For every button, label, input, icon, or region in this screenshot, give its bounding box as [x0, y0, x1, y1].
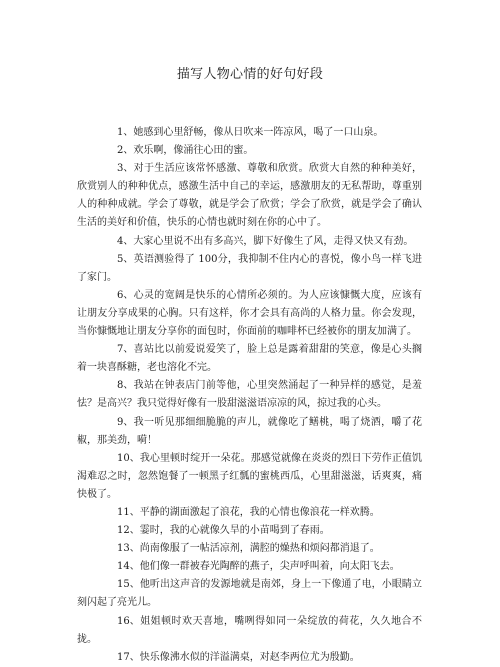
document-body	[77, 124, 422, 667]
paragraph-text: 他听出这声音的发源地就是南郊，身上一下像通了电，小眼睛立刻闪起了亮光儿。	[77, 579, 422, 609]
paragraph-number: 8、	[117, 380, 134, 392]
paragraph-16	[77, 613, 422, 649]
paragraph-9	[77, 414, 422, 450]
paragraph-number: 15、	[117, 579, 140, 591]
paragraph-number: 7、	[117, 344, 134, 356]
paragraph-text: 大家心里说不出有多高兴，脚下好像生了风，走得又快又有劲。	[133, 235, 414, 247]
paragraph-number: 1、	[117, 127, 134, 138]
paragraph-text: 霎时，我的心就像久旱的小苗喝到了春雨。	[139, 525, 330, 537]
paragraph-8	[77, 377, 422, 413]
paragraph-number: 2、	[117, 145, 134, 157]
paragraph-1	[77, 124, 422, 142]
paragraph-14	[77, 558, 422, 576]
paragraph-4	[77, 233, 422, 251]
paragraph-11	[77, 504, 422, 522]
paragraph-text: 平静的湖面激起了浪花，我的心情也像浪花一样欢腾。	[139, 506, 380, 518]
paragraph-5	[77, 251, 422, 287]
paragraph-text: 他们像一群被春光陶醉的燕子，尖声呼叫着，向太阳飞去。	[139, 561, 400, 573]
paragraph-number: 12、	[117, 525, 140, 537]
paragraph-text: 我一听见那细细脆脆的声儿，就像吃了鳝桃，喝了烧酒，嚼了花椒，那美劲，嗬！	[77, 416, 422, 446]
paragraph-number: 14、	[117, 561, 140, 573]
paragraph-number: 3、	[117, 163, 134, 175]
paragraph-text: 姐姐顿时欢天喜地，嘴咧得如同一朵绽放的荷花，久久地合不拢。	[77, 615, 422, 645]
paragraph-number: 9、	[117, 416, 134, 428]
paragraph-number: 17、	[117, 651, 140, 663]
paragraph-12	[77, 522, 422, 540]
paragraph-text: 我心里顿时绽开一朵花。那感觉就像在炎炎的烈日下劳作正值饥渴难忍之时，忽然饱餐了一顿黑子红瓢的蜜桃西瓜，心里甜滋滋，话爽爽，痛快极了。	[77, 452, 422, 500]
paragraph-number: 5、	[117, 253, 134, 265]
paragraph-7	[77, 341, 422, 377]
paragraph-number: 10、	[117, 452, 140, 464]
paragraph-number: 4、	[117, 235, 134, 247]
paragraph-text: 喜站比以前爱说爱笑了，脸上总是露着甜甜的笑意，像是心头搁着一块喜酥糖，老也溶化不完。	[77, 344, 422, 374]
paragraph-3	[77, 160, 422, 232]
paragraph-text: 英语测验得了 100分，我抑制不住内心的喜悦，像小鸟一样飞进了家门。	[77, 253, 422, 283]
paragraph-text: 快乐像沸水似的洋溢满桌，对赵李两位尤为殷勤。	[139, 651, 360, 663]
paragraph-text: 我站在钟表店门前等他，心里突然涌起了一种异样的感觉，是羞怯？是高兴？我只觉得好像有一股甜滋滋语凉凉的风，掠过我的心头。	[77, 380, 422, 410]
paragraph-6	[77, 287, 422, 341]
document-title: 描写人物心情的好句好段	[176, 67, 324, 82]
paragraph-2	[77, 142, 422, 160]
paragraph-text: 她感到心里舒畅，像从日吹来一阵凉风，喝了一口山泉。	[133, 127, 384, 138]
paragraph-text: 心灵的宽阔是快乐的心情所必须的。为人应该慷慨大度，应该有让朋友分享成果的心胸。只有这样，你才会具有高尚的人格力量。你会发现，当你慷慨地让朋友分享你的面包时，你面前的咖啡杯已经被你的朋友加满了。	[77, 289, 422, 338]
paragraph-text: 对于生活应该常怀感激、尊敬和欣赏。欣赏大自然的种种美好，欣赏别人的种种优点，感激生活中自己的幸运，感激朋友的无私帮助，尊重别人的种种成就。学会了尊敬，就是学会了欣赏；学会了欣赏，就是学会了确认生活的美好和价值，快乐的心情也就时刻在你的心中了。	[77, 163, 422, 229]
paragraph-13	[77, 540, 422, 558]
paragraph-number: 16、	[117, 615, 140, 627]
paragraph-15	[77, 576, 422, 612]
paragraph-17	[77, 649, 422, 667]
paragraph-text: 欢乐啊，像涌往心田的蜜。	[133, 145, 254, 157]
paragraph-number: 13、	[117, 543, 140, 555]
paragraph-number: 11、	[117, 506, 140, 518]
paragraph-text: 尚南像服了一帖活凉剂，满腔的燥热和烦闷都消退了。	[139, 543, 380, 555]
paragraph-number: 6、	[117, 289, 134, 301]
paragraph-10	[77, 450, 422, 504]
